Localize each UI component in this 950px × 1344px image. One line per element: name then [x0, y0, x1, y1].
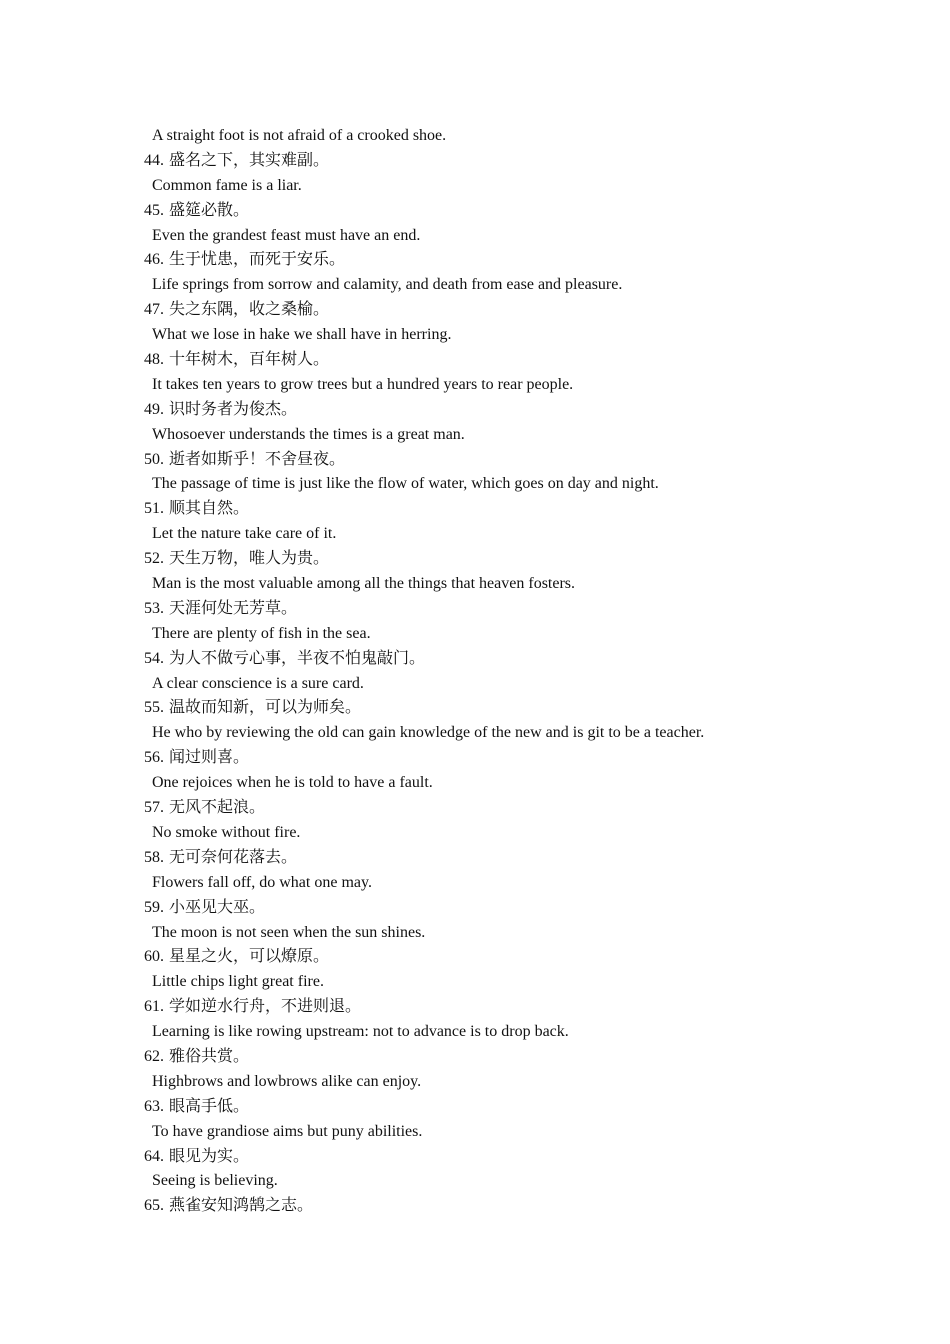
proverb-chinese-text: 无可奈何花落去。: [169, 848, 298, 866]
proverb-chinese-text: 失之东隅，收之桑榆。: [169, 301, 330, 319]
proverb-number: 54.: [144, 649, 164, 667]
proverb-chinese: [144, 248, 864, 273]
proverb-number: 61.: [144, 998, 164, 1016]
proverb-chinese-text: 星星之火，可以燎原。: [169, 948, 330, 966]
proverb-chinese: [144, 696, 864, 721]
proverb-chinese-text: 雅俗共赏。: [169, 1047, 250, 1065]
proverb-chinese-text: 眼见为实。: [169, 1147, 250, 1165]
proverb-chinese-text: 燕雀安知鸿鹄之志。: [169, 1197, 314, 1215]
proverb-chinese: [144, 945, 864, 970]
proverb-translation: Flowers fall off, do what one may.: [152, 873, 372, 891]
proverb-translation: Seeing is believing.: [152, 1172, 278, 1190]
proverb-chinese-text: 温故而知新，可以为师矣。: [169, 699, 362, 717]
proverb-number: 55.: [144, 699, 164, 717]
proverb-translation: No smoke without fire.: [152, 823, 301, 841]
proverb-chinese-text: 无风不起浪。: [169, 799, 266, 817]
proverb-chinese: [144, 398, 864, 423]
proverb-chinese: [144, 149, 864, 174]
proverb-chinese: [144, 547, 864, 572]
proverb-translation: He who by reviewing the old can gain knowledge of the new and is git to be a teacher.: [152, 724, 705, 742]
proverb-chinese: [144, 1145, 864, 1170]
proverb-chinese-text: 天涯何处无芳草。: [169, 599, 298, 617]
proverb-number: 63.: [144, 1097, 164, 1115]
proverb-chinese: [144, 746, 864, 771]
proverb-chinese: [144, 348, 864, 373]
proverb-chinese-text: 天生万物，唯人为贵。: [169, 550, 330, 568]
proverb-chinese-text: 盛筵必散。: [169, 201, 250, 219]
proverb-translation: Man is the most valuable among all the things that heaven fosters.: [152, 575, 576, 593]
proverb-chinese: [144, 896, 864, 921]
proverb-chinese-text: 生于忧患，而死于安乐。: [169, 251, 346, 269]
proverb-number: 46.: [144, 251, 164, 269]
proverb-number: 52.: [144, 550, 164, 568]
proverb-chinese-text: 眼高手低。: [169, 1097, 250, 1115]
proverb-translation: A straight foot is not afraid of a crooked shoe.: [152, 127, 447, 144]
proverb-number: 49.: [144, 400, 164, 418]
proverb-translation: The moon is not seen when the sun shines.: [152, 923, 426, 941]
proverb-translation: To have grandiose aims but puny abilities.: [152, 1122, 423, 1140]
proverb-number: 45.: [144, 201, 164, 219]
proverb-chinese-text: 小巫见大巫。: [169, 898, 266, 916]
proverb-number: 44.: [144, 151, 164, 169]
proverb-chinese-text: 逝者如斯乎！不舍昼夜。: [169, 450, 346, 468]
proverb-chinese: [144, 497, 864, 522]
proverb-number: 58.: [144, 848, 164, 866]
proverb-translation: Whosoever understands the times is a great man.: [152, 425, 465, 443]
proverb-chinese: [144, 1095, 864, 1120]
proverb-chinese-text: 闻过则喜。: [169, 749, 250, 767]
proverb-translation: Common fame is a liar.: [152, 176, 302, 194]
proverb-translation: One rejoices when he is told to have a fault.: [152, 774, 433, 792]
proverb-number: 59.: [144, 898, 164, 916]
proverb-translation: Life springs from sorrow and calamity, and death from ease and pleasure.: [152, 276, 623, 294]
proverb-chinese-text: 为人不做亏心事，半夜不怕鬼敲门。: [169, 649, 426, 667]
proverb-translation: Little chips light great fire.: [152, 973, 324, 991]
proverb-chinese-text: 顺其自然。: [169, 500, 250, 518]
proverb-chinese-text: 识时务者为俊杰。: [169, 400, 298, 418]
proverb-number: 62.: [144, 1047, 164, 1065]
proverb-number: 53.: [144, 599, 164, 617]
proverb-number: 57.: [144, 799, 164, 817]
proverb-chinese: [144, 995, 864, 1020]
proverb-chinese: [144, 1045, 864, 1070]
proverb-translation: Even the grandest feast must have an end.: [152, 226, 421, 244]
proverb-chinese: [144, 796, 864, 821]
proverb-translation: Highbrows and lowbrows alike can enjoy.: [152, 1072, 422, 1090]
proverb-number: 65.: [144, 1197, 164, 1215]
proverb-number: 50.: [144, 450, 164, 468]
proverb-chinese: [144, 298, 864, 323]
proverb-chinese-text: 十年树木，百年树人。: [169, 351, 330, 369]
proverb-number: 47.: [144, 301, 164, 319]
proverb-translation: Learning is like rowing upstream: not to advance is to drop back.: [152, 1023, 569, 1041]
proverb-translation: Let the nature take care of it.: [152, 525, 337, 543]
proverb-number: 60.: [144, 948, 164, 966]
proverb-number: 56.: [144, 749, 164, 767]
proverb-chinese: [144, 647, 864, 672]
proverb-chinese: [144, 448, 864, 473]
proverb-chinese-text: 学如逆水行舟，不进则退。: [169, 998, 362, 1016]
proverb-chinese: [144, 199, 864, 224]
proverb-chinese: [144, 597, 864, 622]
proverb-translation: The passage of time is just like the flow of water, which goes on day and night.: [152, 475, 659, 493]
proverb-list: [144, 124, 864, 1219]
proverb-translation: There are plenty of fish in the sea.: [152, 624, 371, 642]
proverb-number: 64.: [144, 1147, 164, 1165]
proverb-translation: A clear conscience is a sure card.: [152, 674, 364, 692]
proverb-number: 51.: [144, 500, 164, 518]
proverb-chinese-text: 盛名之下，其实难副。: [169, 151, 330, 169]
proverb-chinese: [144, 1194, 864, 1219]
proverb-chinese: [144, 846, 864, 871]
proverb-number: 48.: [144, 351, 164, 369]
proverb-translation: It takes ten years to grow trees but a hundred years to rear people.: [152, 375, 574, 393]
proverb-translation: What we lose in hake we shall have in herring.: [152, 326, 452, 344]
